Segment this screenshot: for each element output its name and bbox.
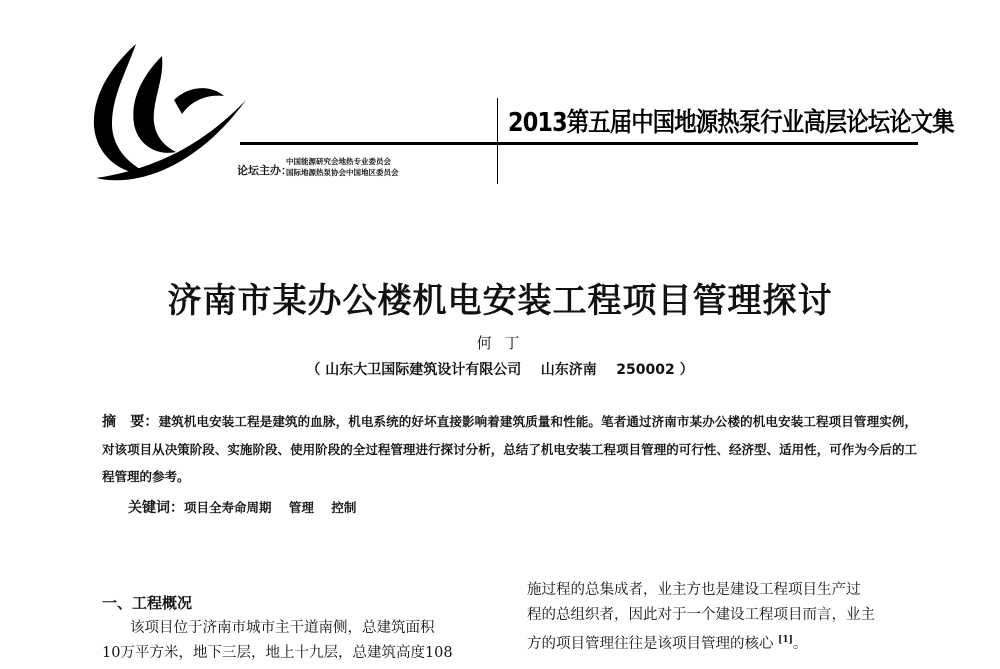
header-vertical-rule (497, 98, 498, 184)
body-line: 施过程的总集成者，业主方也是建设工程项目生产过 (527, 582, 861, 598)
forum-org-1: 中国能源研究会地热专业委员会 (286, 157, 391, 166)
paper-affiliation: （ 山东大卫国际建筑设计有限公司 山东济南 250002 ） (306, 362, 694, 378)
abstract-label: 摘 要： (102, 414, 159, 430)
logo-leaf (174, 88, 224, 114)
body-line: 该项目位于济南市城市主干道南侧，总建筑面积 (130, 620, 435, 636)
body-line: 程的总组织者，因此对于一个建设工程项目而言，业主 (527, 607, 875, 623)
body-column-right (527, 578, 919, 657)
citation-ref[interactable]: [1] (778, 635, 793, 645)
keywords (128, 494, 828, 522)
logo-swoosh (96, 100, 246, 180)
forum-org-2: 国际地源热泵协会中国地区委员会 (286, 168, 399, 177)
abstract-text: 建筑机电安装工程是建筑的血脉，机电系统的好坏直接影响着建筑质量和性能。笔者通过济南市某办公楼的机电安装工程项目管理实例，对该项目从决策阶段、实施阶段、使用阶段的全过程管理进行探讨分析，总结了机电安装工程项目管理的可行性、经济型、适用性，可作为今后的工程管理的参考。 (102, 414, 917, 484)
keywords-label: 关键词： (128, 500, 184, 516)
abstract (102, 408, 917, 490)
logo-flame-inner (133, 56, 176, 153)
keywords-text: 项目全寿命周期 管理 控制 (184, 500, 357, 515)
body-line-with-citation (527, 628, 919, 657)
forum-host-label: 论坛主办： (237, 164, 292, 177)
body-line-end: 。 (792, 635, 808, 652)
header-rule (240, 142, 918, 145)
forum-host-orgs (286, 156, 399, 178)
paper-title: 济南市某办公楼机电安装工程项目管理探讨 (167, 281, 833, 321)
paper-author: 何 丁 (476, 334, 524, 352)
body-line: 10万平方米，地下三层，地上十九层，总建筑高度108 (102, 645, 453, 661)
body-column-left (102, 616, 492, 666)
series-title: 2013第五届中国地源热泵行业高层论坛论文集 (508, 108, 954, 138)
section-heading: 一、工程概况 (102, 594, 193, 612)
forum-logo (78, 38, 248, 188)
body-line: 方的项目管理往往是该项目管理的核心 (527, 635, 774, 652)
